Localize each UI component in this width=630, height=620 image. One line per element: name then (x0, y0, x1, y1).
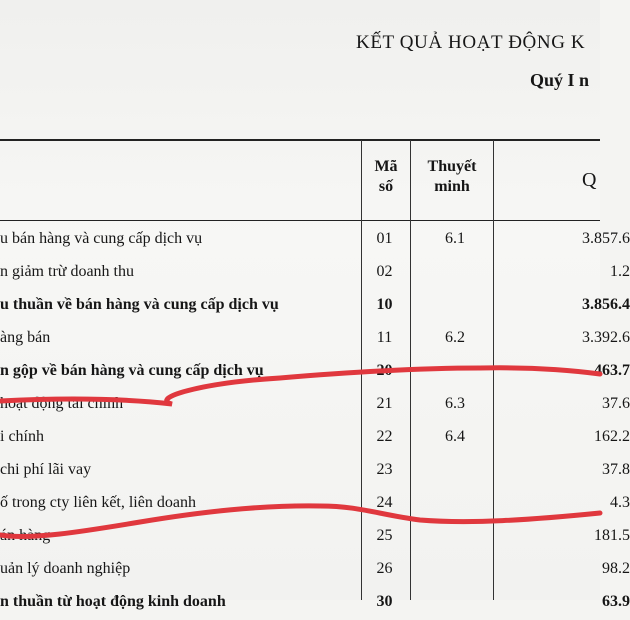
row-amount: 37.6 (602, 395, 630, 412)
row-note: 6.1 (445, 230, 465, 247)
row-code: 02 (376, 263, 393, 280)
strike-line-bottom (0, 506, 600, 537)
header-code: Mã số (374, 158, 398, 195)
row-amount: 98.2 (602, 560, 630, 577)
row-code: 26 (376, 560, 393, 577)
row-label: n giảm trừ doanh thu (0, 263, 134, 280)
row-amount: 1.2 (610, 263, 630, 280)
row-amount: 181.5 (594, 527, 630, 544)
row-note: 6.4 (445, 428, 465, 445)
row-amount: 3.856.4 (582, 296, 630, 313)
row-code: 22 (376, 428, 393, 445)
row-code: 21 (376, 395, 393, 412)
row-code: 30 (376, 593, 393, 610)
row-code: 11 (376, 329, 393, 346)
row-amount: 4.3 (610, 494, 630, 511)
row-label: hoạt động tài chính (0, 395, 124, 412)
header-amount: Q (582, 169, 597, 191)
row-note: 6.2 (445, 329, 465, 346)
row-label: uản lý doanh nghiệp (0, 560, 131, 577)
row-code: 23 (376, 461, 393, 478)
row-code: 25 (376, 527, 393, 544)
report-subtitle: Quý I n (530, 70, 590, 90)
strike-line-top (0, 368, 600, 404)
row-label: àng bán (0, 329, 51, 346)
row-amount: 3.857.6 (582, 230, 630, 247)
row-code: 20 (376, 362, 393, 379)
row-label: i chính (0, 428, 44, 445)
row-amount: 63.9 (602, 593, 630, 610)
header-note: Thuyết minh (427, 158, 477, 195)
row-label: u bán hàng và cung cấp dịch vụ (0, 230, 203, 247)
row-amount: 37.8 (602, 461, 630, 478)
row-code: 24 (376, 494, 393, 511)
row-code: 10 (376, 296, 393, 313)
row-label: n thuần từ hoạt động kinh doanh (0, 593, 226, 610)
row-amount: 162.2 (594, 428, 630, 445)
row-label: n gộp về bán hàng và cung cấp dịch vụ (0, 362, 264, 379)
report-title: KẾT QUẢ HOẠT ĐỘNG K (356, 32, 586, 53)
row-amount: 463.7 (594, 362, 630, 379)
row-label: chi phí lãi vay (0, 461, 92, 478)
row-label: ố trong cty liên kết, liên doanh (0, 494, 196, 511)
row-amount: 3.392.6 (582, 329, 630, 346)
row-label: án hàng (0, 527, 51, 544)
row-code: 01 (376, 230, 393, 247)
row-note: 6.3 (445, 395, 465, 412)
row-label: u thuần về bán hàng và cung cấp dịch vụ (0, 296, 279, 313)
